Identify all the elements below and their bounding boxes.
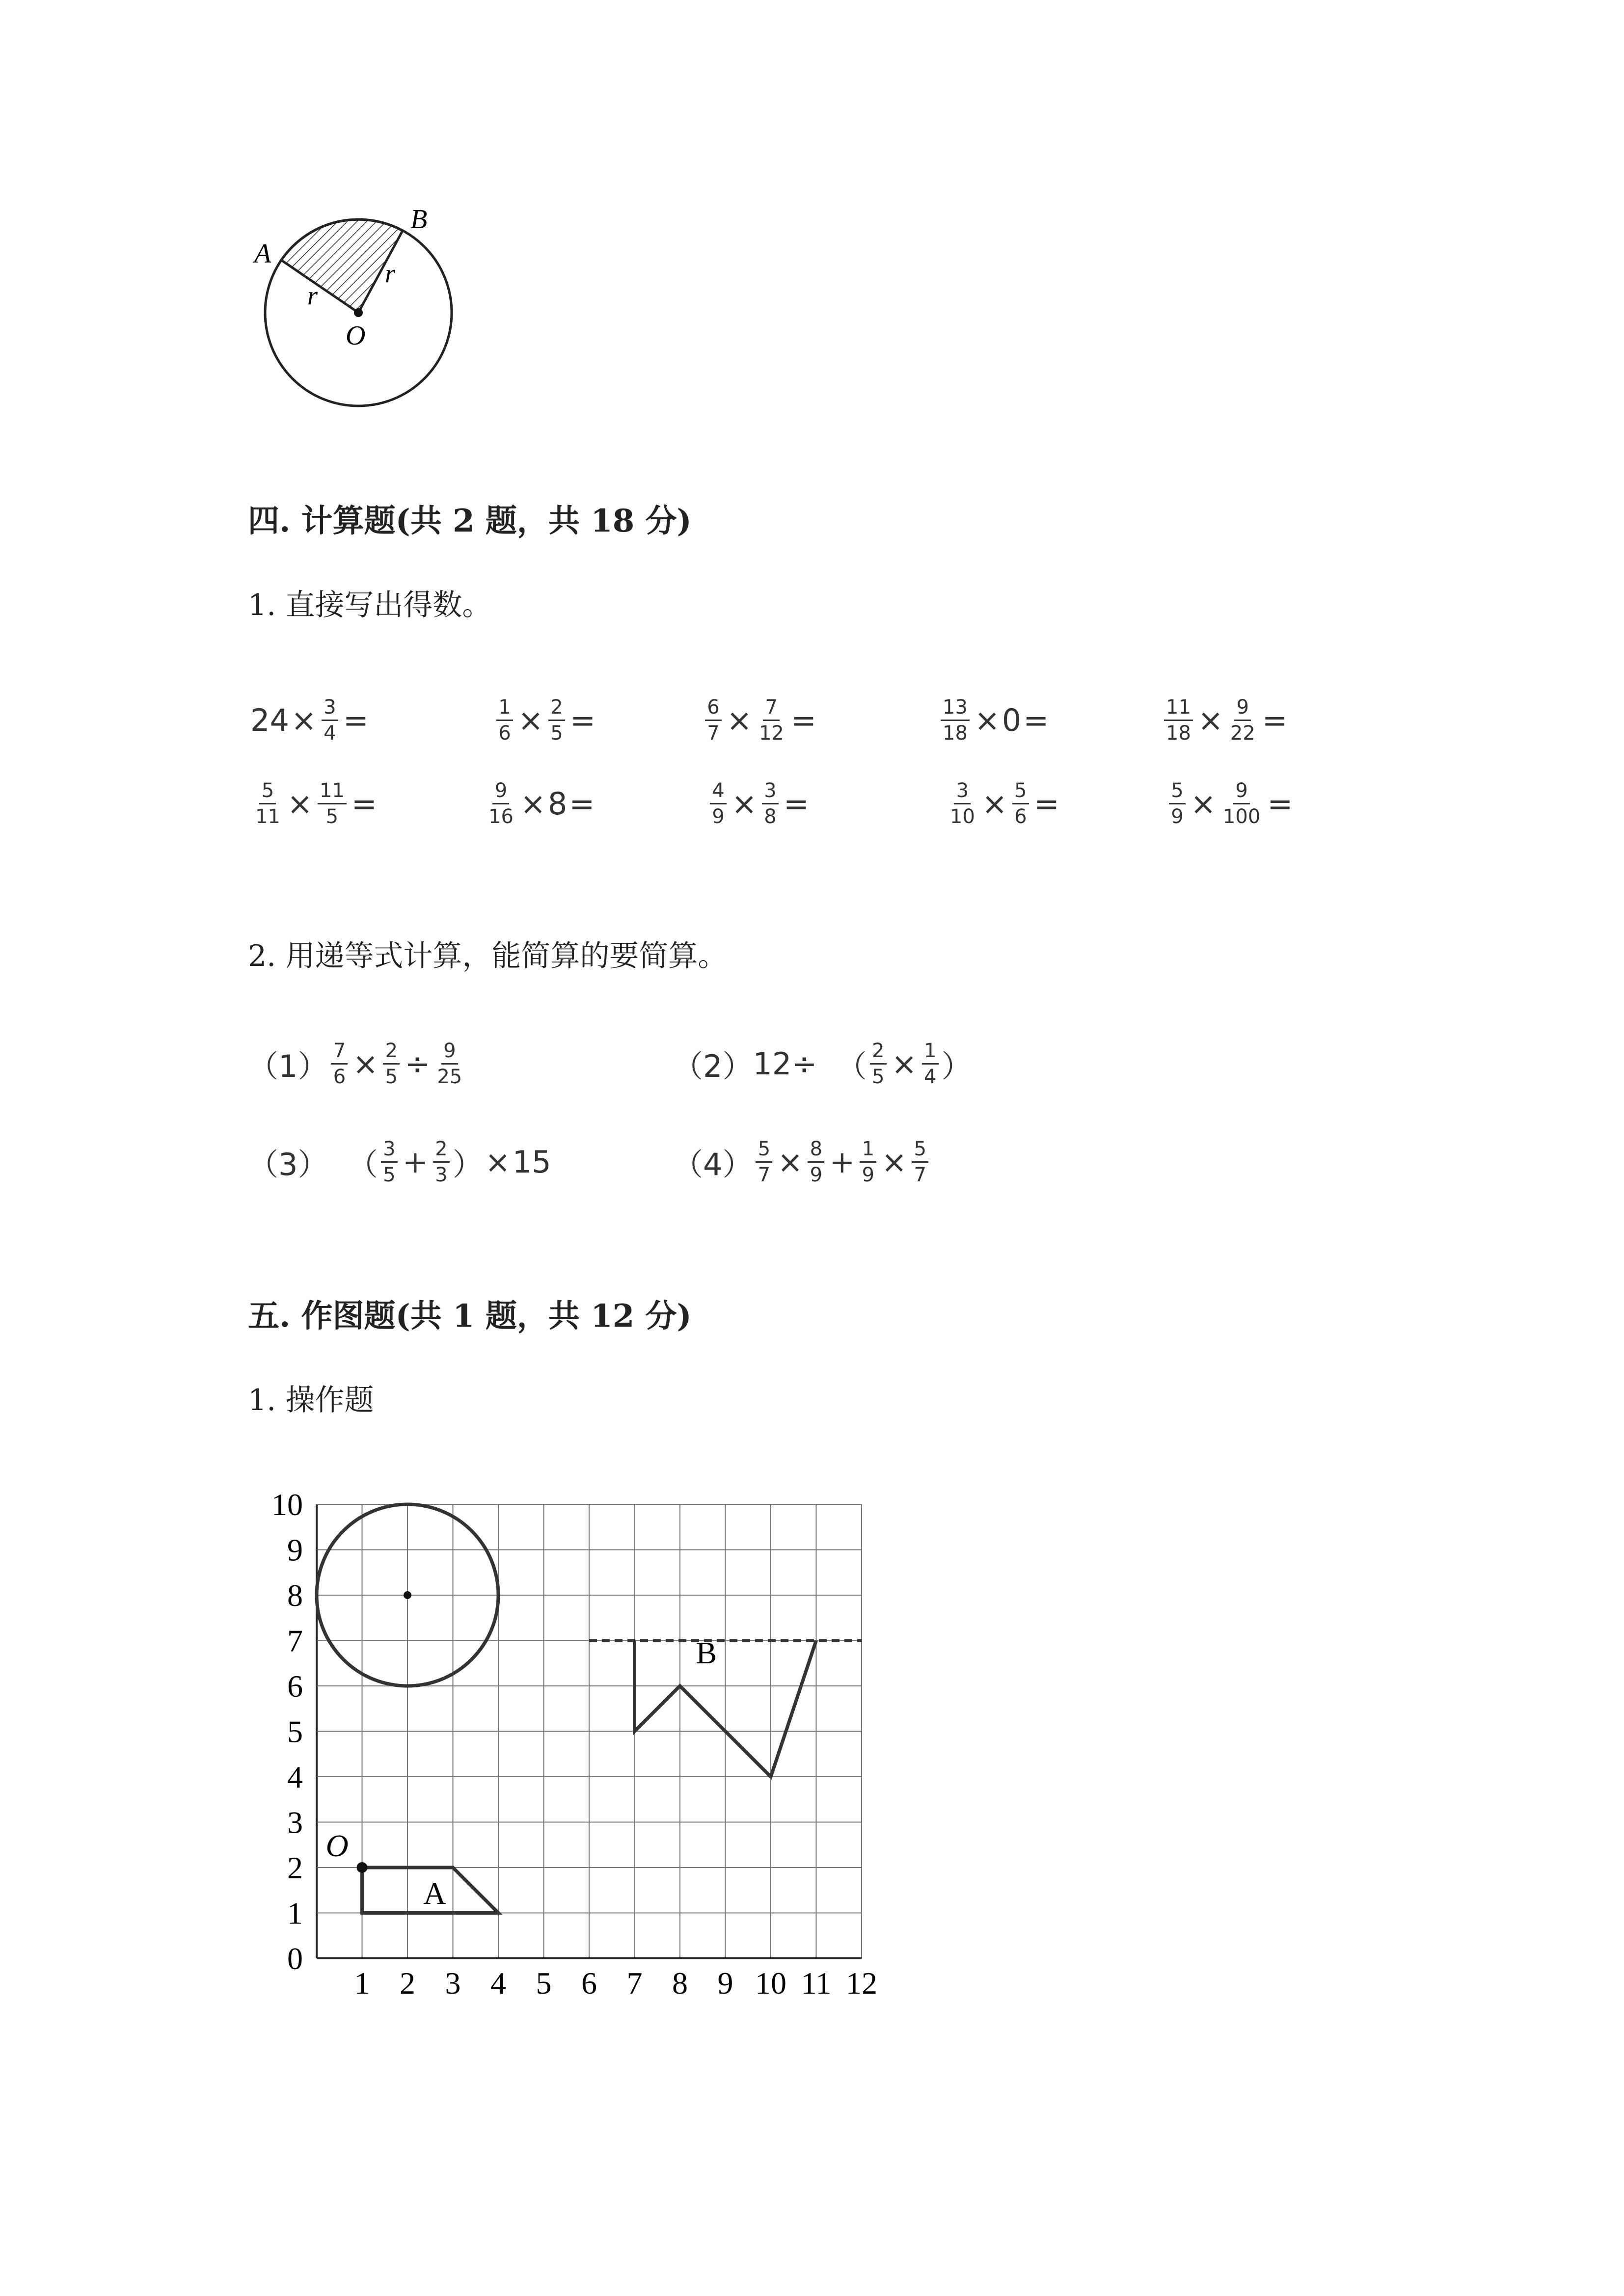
fraction-numerator: 5: [912, 1139, 928, 1163]
section5-heading: 五. 作图题(共 1 题，共 12 分): [248, 1298, 692, 1335]
y-tick-label: 3: [287, 1805, 303, 1840]
fraction-numerator: 8: [808, 1139, 824, 1163]
shape-a-label: A: [423, 1876, 446, 1911]
q2-expression-3: [248, 1139, 551, 1185]
operator: +: [829, 1144, 855, 1180]
fraction: [1221, 780, 1262, 827]
fraction: [808, 1139, 824, 1185]
operator: =: [1262, 702, 1288, 738]
fraction-numerator: 4: [710, 780, 727, 804]
y-tick-label: 6: [287, 1669, 303, 1704]
operator: =: [1033, 786, 1059, 822]
fraction: [941, 697, 970, 744]
expression-text: （2）: [673, 1048, 753, 1084]
x-tick-label: 12: [846, 1966, 877, 2001]
q1-expression-2: [493, 697, 597, 744]
operator: ×: [777, 1144, 803, 1180]
operator: =: [1267, 786, 1293, 822]
x-tick-label: 4: [490, 1966, 506, 2001]
fraction-numerator: 3: [381, 1139, 398, 1163]
operator: ×: [891, 1046, 917, 1082]
fraction-denominator: 6: [333, 1066, 346, 1088]
fraction: [705, 697, 722, 744]
q1-expression-9: [945, 780, 1061, 827]
fraction-numerator: 5: [756, 1139, 772, 1163]
section5-q1-prompt: 1. 操作题: [248, 1383, 374, 1417]
x-tick-label: 3: [445, 1966, 461, 2001]
fraction-denominator: 5: [871, 1066, 885, 1088]
operator: ×: [520, 786, 546, 822]
expression-text: （: [817, 1048, 867, 1084]
q1-expression-3: [702, 697, 818, 744]
expression-text: （: [328, 1147, 378, 1182]
q1-expression-7: [484, 780, 596, 827]
expression-text: ）: [452, 1147, 483, 1182]
fraction-denominator: 5: [325, 805, 339, 828]
fraction-denominator: 18: [1166, 722, 1191, 745]
operator: ×: [518, 702, 543, 738]
fraction-denominator: 4: [324, 722, 336, 745]
fraction-numerator: 6: [705, 697, 722, 721]
operator: =: [351, 786, 377, 822]
expression-text: ）: [941, 1048, 972, 1084]
fraction-denominator: 16: [488, 805, 514, 828]
operator: +: [402, 1144, 428, 1180]
operator: ×: [974, 702, 1000, 738]
sector-figure: [245, 206, 481, 412]
fraction: [870, 1041, 887, 1087]
shaded-sector: [281, 219, 403, 313]
y-tick-label: 5: [287, 1714, 303, 1749]
fraction-denominator: 4: [923, 1066, 937, 1088]
fraction: [1012, 780, 1029, 827]
operator: =: [569, 786, 595, 822]
fraction-numerator: 5: [259, 780, 276, 804]
expression-text: （4）: [673, 1147, 753, 1182]
y-tick-label: 4: [287, 1760, 303, 1794]
x-tick-label: 9: [717, 1966, 733, 2001]
fraction: [383, 1041, 400, 1087]
x-tick-label: 2: [400, 1966, 415, 2001]
operator: ×: [291, 702, 317, 738]
fraction-denominator: 5: [385, 1066, 398, 1088]
fraction: [948, 780, 977, 827]
expression-text: 12÷: [753, 1046, 817, 1082]
fraction-denominator: 5: [550, 722, 563, 745]
fraction: [922, 1041, 939, 1087]
operator: ÷: [405, 1046, 431, 1082]
expression-text: （1）: [248, 1048, 328, 1084]
y-tick-label: 10: [271, 1487, 303, 1522]
fraction-numerator: 3: [762, 780, 779, 804]
fraction: [912, 1139, 928, 1185]
y-tick-label: 7: [287, 1623, 303, 1658]
q1-expression-5: [1161, 697, 1290, 744]
origin-label: O: [325, 1828, 349, 1863]
operator: ×: [727, 702, 752, 738]
fraction-denominator: 10: [950, 805, 975, 828]
x-tick-label: 1: [354, 1966, 370, 2001]
y-tick-label: 2: [287, 1850, 303, 1885]
x-tick-label: 8: [672, 1966, 688, 2001]
y-tick-label: 1: [287, 1896, 303, 1931]
operator: ×: [1197, 702, 1223, 738]
circle-center-point: [404, 1591, 411, 1599]
fraction-denominator: 7: [914, 1164, 927, 1186]
label-a: A: [254, 239, 271, 269]
q2-expression-4: [673, 1139, 931, 1185]
y-tick-label: 9: [287, 1532, 303, 1568]
operator: ×: [981, 786, 1007, 822]
fraction: [710, 780, 727, 827]
operator: =: [783, 786, 809, 822]
fraction-numerator: 3: [322, 697, 338, 721]
fraction-denominator: 7: [707, 722, 720, 745]
fraction-denominator: 9: [862, 1164, 875, 1186]
section4-heading: 四. 计算题(共 2 题，共 18 分): [248, 503, 692, 539]
fraction-numerator: 1: [496, 697, 513, 721]
fraction-denominator: 18: [943, 722, 968, 745]
label-o: O: [346, 320, 366, 351]
fraction: [381, 1139, 398, 1185]
fraction-denominator: 9: [1171, 805, 1184, 828]
fraction-denominator: 8: [764, 805, 777, 828]
shape-b-label: B: [696, 1635, 717, 1670]
label-b: B: [410, 206, 428, 235]
x-tick-label: 6: [581, 1966, 597, 2001]
fraction: [756, 1139, 772, 1185]
fraction-numerator: 7: [331, 1041, 348, 1065]
label-r-right: r: [385, 259, 396, 288]
label-r-left: r: [307, 281, 318, 310]
fraction: [318, 780, 347, 827]
expression-text: 15: [512, 1144, 551, 1180]
fraction-numerator: 2: [433, 1139, 450, 1163]
fraction-denominator: 9: [712, 805, 725, 828]
expression-text: （3）: [248, 1147, 328, 1182]
fraction-numerator: 13: [941, 697, 970, 721]
fraction-denominator: 7: [758, 1164, 771, 1186]
fraction: [253, 780, 282, 827]
fraction-denominator: 5: [383, 1164, 396, 1186]
fraction: [435, 1041, 464, 1087]
operator: =: [569, 702, 595, 738]
fraction-numerator: 1: [922, 1041, 939, 1065]
x-tick-label: 11: [801, 1966, 832, 2001]
q2-expression-1: [248, 1041, 467, 1087]
section4-q2-prompt: 2. 用递等式计算，能简算的要简算。: [248, 939, 728, 973]
section4-q1-prompt: 1. 直接写出得数。: [248, 588, 492, 622]
coordinate-grid-figure: [245, 1482, 908, 2022]
center-point: [354, 308, 363, 317]
fraction-numerator: 2: [870, 1041, 887, 1065]
fraction-denominator: 25: [437, 1066, 462, 1088]
fraction-numerator: 3: [954, 780, 971, 804]
expression-text: 24: [250, 702, 289, 738]
x-tick-label: 10: [755, 1966, 786, 2001]
operator: ×: [485, 1144, 511, 1180]
fraction-denominator: 22: [1230, 722, 1255, 745]
fraction: [1228, 697, 1257, 744]
expression-text: 0: [1001, 702, 1022, 738]
fraction: [433, 1139, 450, 1185]
fraction-denominator: 6: [498, 722, 511, 745]
q1-expression-10: [1166, 780, 1295, 827]
fraction: [487, 780, 515, 827]
fraction-denominator: 9: [810, 1164, 823, 1186]
q1-expression-4: [938, 697, 1051, 744]
fraction: [1164, 697, 1193, 744]
operator: ×: [731, 786, 757, 822]
q1-expression-1: [250, 697, 371, 744]
fraction-numerator: 7: [763, 697, 780, 721]
x-tick-label: 5: [536, 1966, 552, 2001]
operator: ×: [287, 786, 313, 822]
operator: ×: [1191, 786, 1216, 822]
fraction-numerator: 2: [383, 1041, 400, 1065]
fraction-numerator: 9: [492, 780, 509, 804]
fraction: [1169, 780, 1186, 827]
operator: ×: [352, 1046, 379, 1082]
operator: =: [790, 702, 816, 738]
fraction-numerator: 9: [1234, 697, 1251, 721]
fraction: [757, 697, 786, 744]
origin-point: [357, 1862, 368, 1873]
expression-text: 8: [547, 786, 568, 822]
fraction-numerator: 11: [318, 780, 347, 804]
q1-expression-8: [707, 780, 811, 827]
fraction: [331, 1041, 348, 1087]
y-tick-label: 0: [287, 1941, 303, 1976]
y-tick-label: 8: [287, 1578, 303, 1613]
fraction-numerator: 1: [860, 1139, 876, 1163]
fraction-denominator: 100: [1222, 805, 1261, 828]
fraction-denominator: 3: [435, 1164, 448, 1186]
fraction-denominator: 6: [1014, 805, 1027, 828]
q1-expression-6: [250, 780, 379, 827]
fraction-denominator: 12: [758, 722, 784, 745]
fraction-numerator: 11: [1164, 697, 1193, 721]
fraction: [762, 780, 779, 827]
fraction: [496, 697, 513, 744]
fraction: [548, 697, 565, 744]
fraction: [860, 1139, 876, 1185]
fraction-numerator: 2: [548, 697, 565, 721]
operator: =: [343, 702, 369, 738]
fraction: [322, 697, 338, 744]
operator: ×: [881, 1144, 907, 1180]
operator: =: [1023, 702, 1049, 738]
fraction-numerator: 9: [441, 1041, 458, 1065]
fraction-numerator: 9: [1233, 780, 1250, 804]
fraction-denominator: 11: [255, 805, 280, 828]
fraction-numerator: 5: [1012, 780, 1029, 804]
x-tick-label: 7: [626, 1966, 643, 2001]
q2-expression-2: [673, 1041, 972, 1087]
fraction-numerator: 5: [1169, 780, 1186, 804]
